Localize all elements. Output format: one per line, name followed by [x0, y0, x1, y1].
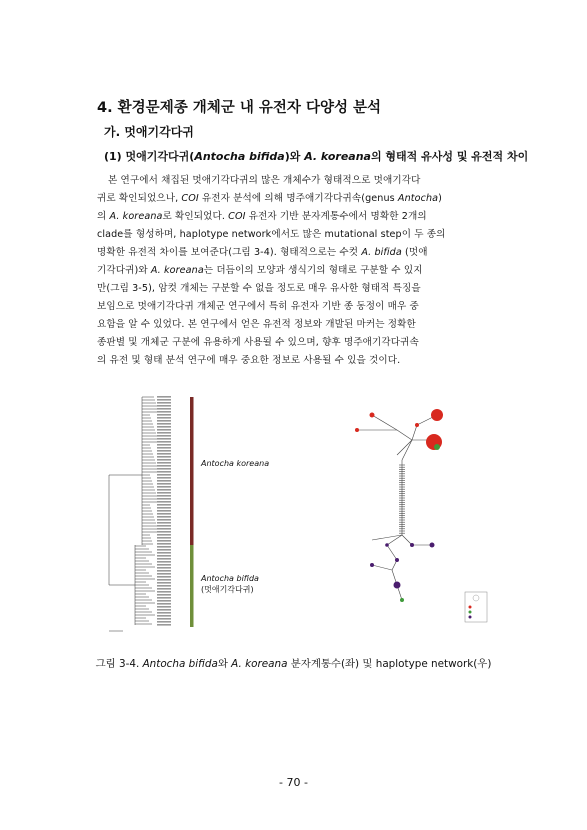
figure-caption — [0, 655, 587, 670]
clade-label-bifida-korean: (멋애기각다귀) — [201, 585, 254, 594]
paragraph-line: 요함을 알 수 있었다. 본 연구에서 얻은 유전적 정보와 개발된 마커는 정확한 — [97, 319, 416, 330]
figure-3-4 — [97, 385, 497, 635]
paragraph-line: 명확한 유전적 차이를 보여준다(그림 3-4). 형태적으로는 수컷 A. bifida (멋애 — [97, 247, 428, 258]
caption-text: 분자계통수(좌) 및 haplotype network(우) — [287, 658, 492, 670]
heading-text: 의 형태적 유사성 및 유전적 차이 — [370, 150, 529, 163]
page-number: - 70 - — [279, 776, 308, 789]
species-name: Antocha bifida — [194, 150, 285, 163]
clade-label-bifida: Antocha bifida — [201, 574, 259, 583]
paragraph-line: 보임으로 멋애기각다귀 개체군 연구에서 특히 유전자 기반 종 동정이 매우 중 — [97, 301, 419, 312]
heading-text: )와 — [284, 150, 305, 163]
paragraph-line: 만(그림 3-5), 암컷 개체는 구분할 수 없을 정도로 매우 유사한 형태적 특징을 — [97, 283, 421, 294]
paragraph-line: 의 유전 및 형태 분석 연구에 매우 중요한 정보로 사용될 수 있을 것이다. — [97, 355, 401, 366]
paragraph-line: 기각다귀)와 A. koreana는 더듬이의 모양과 생식기의 형태로 구분할 수 있지 — [97, 265, 423, 276]
paragraph-line: 의 A. koreana로 확인되었다. COI 유전자 기반 분자계통수에서 명확한 2개의 — [97, 211, 427, 222]
paragraph-line: clade를 형성하며, haplotype network에서도 많은 mutational step이 두 종의 — [97, 229, 446, 240]
heading-text: (1) 멋애기각다귀( — [104, 150, 195, 163]
section-number: 4. — [97, 100, 113, 116]
species-name: A. koreana — [231, 658, 288, 670]
network-legend — [465, 592, 487, 622]
clade-bar-bifida — [190, 545, 194, 627]
caption-text: 와 — [217, 658, 232, 670]
haplotype-network — [297, 385, 497, 635]
paragraph-line: 본 연구에서 채집된 멋애기각다귀의 많은 개체수가 형태적으로 멋애기각다 — [108, 175, 421, 186]
body-paragraph — [97, 172, 492, 370]
subsection-heading: 가. 멋애기각다귀 — [104, 125, 194, 139]
section-heading — [97, 96, 381, 117]
species-name: Antocha bifida — [142, 658, 218, 670]
paragraph-line: 귀로 확인되었으나, COI 유전자 분석에 의해 명주애기각다귀속(genus Antocha) — [97, 193, 442, 204]
section-title: 환경문제종 개체군 내 유전자 다양성 분석 — [117, 100, 382, 116]
phylogenetic-tree — [97, 385, 297, 635]
clade-bar-koreana — [190, 397, 194, 547]
caption-text: 그림 3-4. — [95, 658, 143, 670]
paragraph-line: 종판별 및 개체군 구분에 유용하게 사용될 수 있으며, 향후 명주애기각다귀속 — [97, 337, 419, 348]
subsubsection-heading — [104, 148, 528, 164]
species-name: A. koreana — [304, 150, 371, 163]
clade-label-koreana: Antocha koreana — [201, 459, 270, 468]
